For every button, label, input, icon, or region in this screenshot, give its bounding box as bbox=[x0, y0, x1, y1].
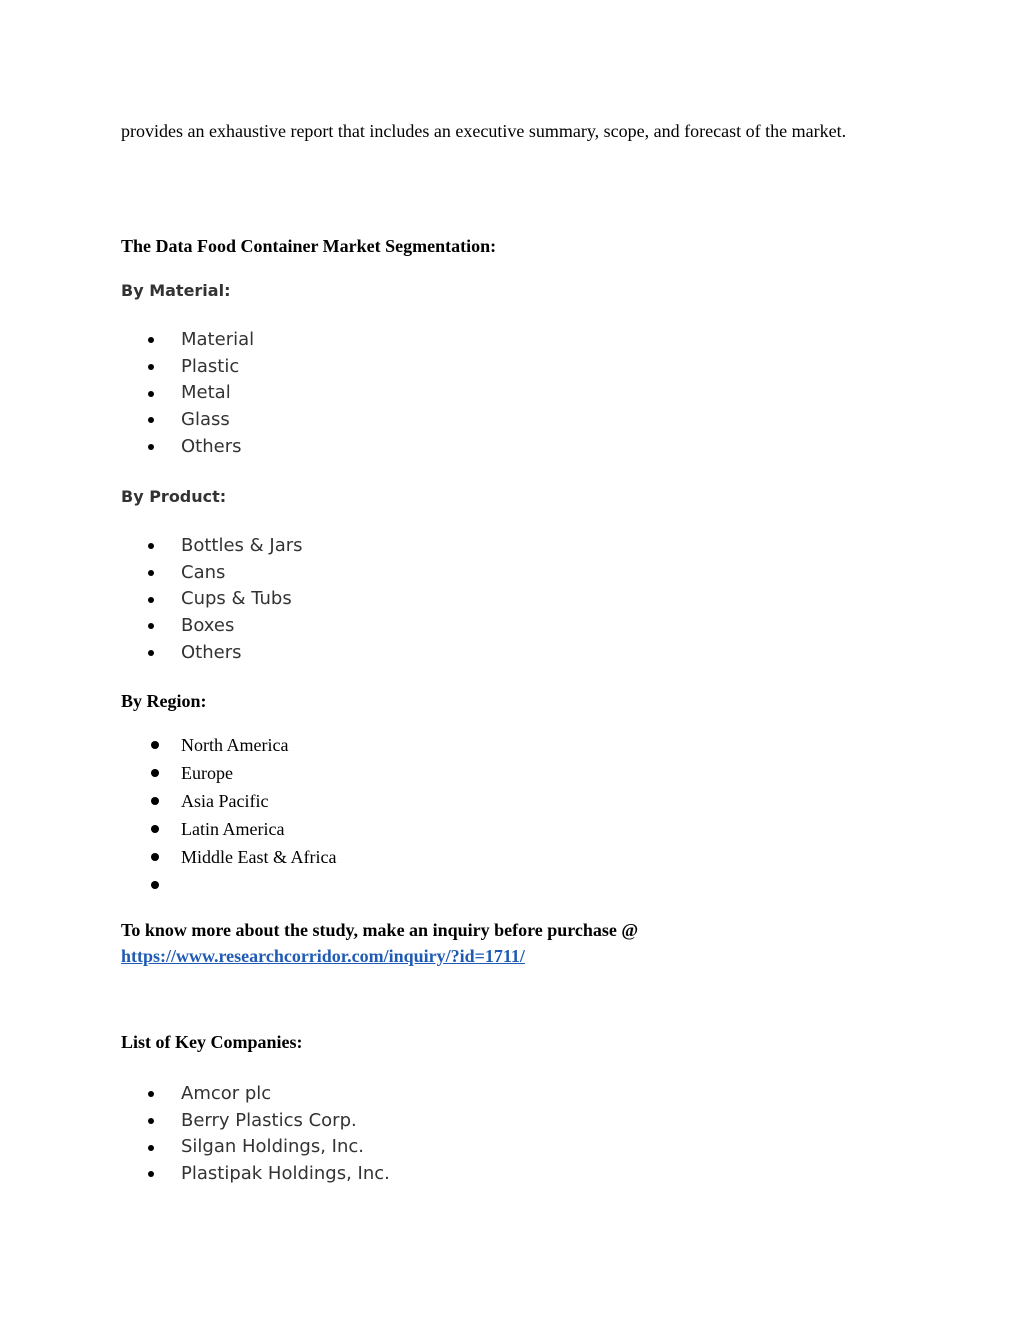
list-item-label: Plastic bbox=[181, 355, 240, 377]
list-item bbox=[121, 1108, 390, 1135]
list-item-label: Plastipak Holdings, Inc. bbox=[181, 1163, 390, 1185]
list-item bbox=[121, 815, 336, 843]
bullet-icon bbox=[151, 797, 159, 805]
bullet-icon bbox=[148, 623, 154, 629]
list-item-label: Middle East & Africa bbox=[181, 847, 337, 867]
list-item-label: Cups & Tubs bbox=[181, 588, 292, 610]
segmentation-heading: The Data Food Container Market Segmentation: bbox=[121, 236, 497, 256]
list-item bbox=[121, 380, 254, 407]
bullet-icon bbox=[148, 650, 154, 656]
bullet-icon bbox=[148, 364, 154, 370]
list-item bbox=[121, 1134, 390, 1161]
list-item-label: Others bbox=[181, 641, 242, 663]
bullet-icon bbox=[148, 1145, 154, 1151]
companies-heading: List of Key Companies: bbox=[121, 1032, 303, 1052]
inquiry-link[interactable]: https://www.researchcorridor.com/inquiry/?id=1711/ bbox=[121, 946, 525, 966]
region-list bbox=[121, 731, 336, 899]
list-item bbox=[121, 759, 336, 787]
inquiry-text: To know more about the study, make an inquiry before purchase @ bbox=[121, 920, 639, 940]
list-item-label: Glass bbox=[181, 409, 230, 431]
list-item bbox=[121, 434, 254, 461]
list-item bbox=[121, 871, 336, 899]
list-item bbox=[121, 533, 303, 560]
bullet-icon bbox=[148, 417, 154, 423]
list-item-label: Silgan Holdings, Inc. bbox=[181, 1136, 364, 1158]
bullet-icon bbox=[151, 853, 159, 861]
product-list bbox=[121, 533, 303, 666]
inquiry-paragraph bbox=[121, 917, 638, 969]
bullet-icon bbox=[148, 570, 154, 576]
bullet-icon bbox=[148, 543, 154, 549]
bullet-icon bbox=[148, 597, 154, 603]
list-item bbox=[121, 843, 336, 871]
by-product-heading: By Product: bbox=[121, 487, 227, 506]
list-item-label: Asia Pacific bbox=[181, 791, 269, 811]
list-item-label: North America bbox=[181, 735, 289, 755]
by-material-heading: By Material: bbox=[121, 281, 231, 300]
list-item-label: Others bbox=[181, 435, 242, 457]
list-item bbox=[121, 613, 303, 640]
bullet-icon bbox=[151, 769, 159, 777]
list-item-label: Metal bbox=[181, 382, 231, 404]
bullet-icon bbox=[148, 1091, 154, 1097]
companies-list bbox=[121, 1081, 390, 1188]
bullet-icon bbox=[151, 881, 159, 889]
bullet-icon bbox=[148, 391, 154, 397]
material-list bbox=[121, 327, 254, 460]
list-item bbox=[121, 640, 303, 667]
list-item-label: Berry Plastics Corp. bbox=[181, 1109, 357, 1131]
list-item bbox=[121, 1161, 390, 1188]
list-item bbox=[121, 586, 303, 613]
list-item bbox=[121, 731, 336, 759]
bullet-icon bbox=[151, 741, 159, 749]
list-item bbox=[121, 407, 254, 434]
list-item-label: Material bbox=[181, 329, 255, 350]
intro-paragraph: provides an exhaustive report that includes an executive summary, scope, and forecast of the market. bbox=[121, 121, 847, 141]
list-item-label: Amcor plc bbox=[181, 1083, 272, 1104]
bullet-icon bbox=[148, 337, 154, 343]
by-region-heading: By Region: bbox=[121, 691, 207, 711]
list-item-label: Europe bbox=[181, 763, 233, 783]
bullet-icon bbox=[148, 1171, 154, 1177]
bullet-icon bbox=[148, 444, 154, 450]
bullet-icon bbox=[148, 1118, 154, 1124]
list-item bbox=[121, 560, 303, 587]
list-item-label: Boxes bbox=[181, 615, 235, 637]
list-item-label: Bottles & Jars bbox=[181, 535, 303, 556]
list-item bbox=[121, 1081, 390, 1108]
list-item bbox=[121, 354, 254, 381]
list-item-label: Latin America bbox=[181, 819, 285, 839]
list-item bbox=[121, 787, 336, 815]
bullet-icon bbox=[151, 825, 159, 833]
list-item bbox=[121, 327, 254, 354]
list-item-label: Cans bbox=[181, 561, 226, 583]
